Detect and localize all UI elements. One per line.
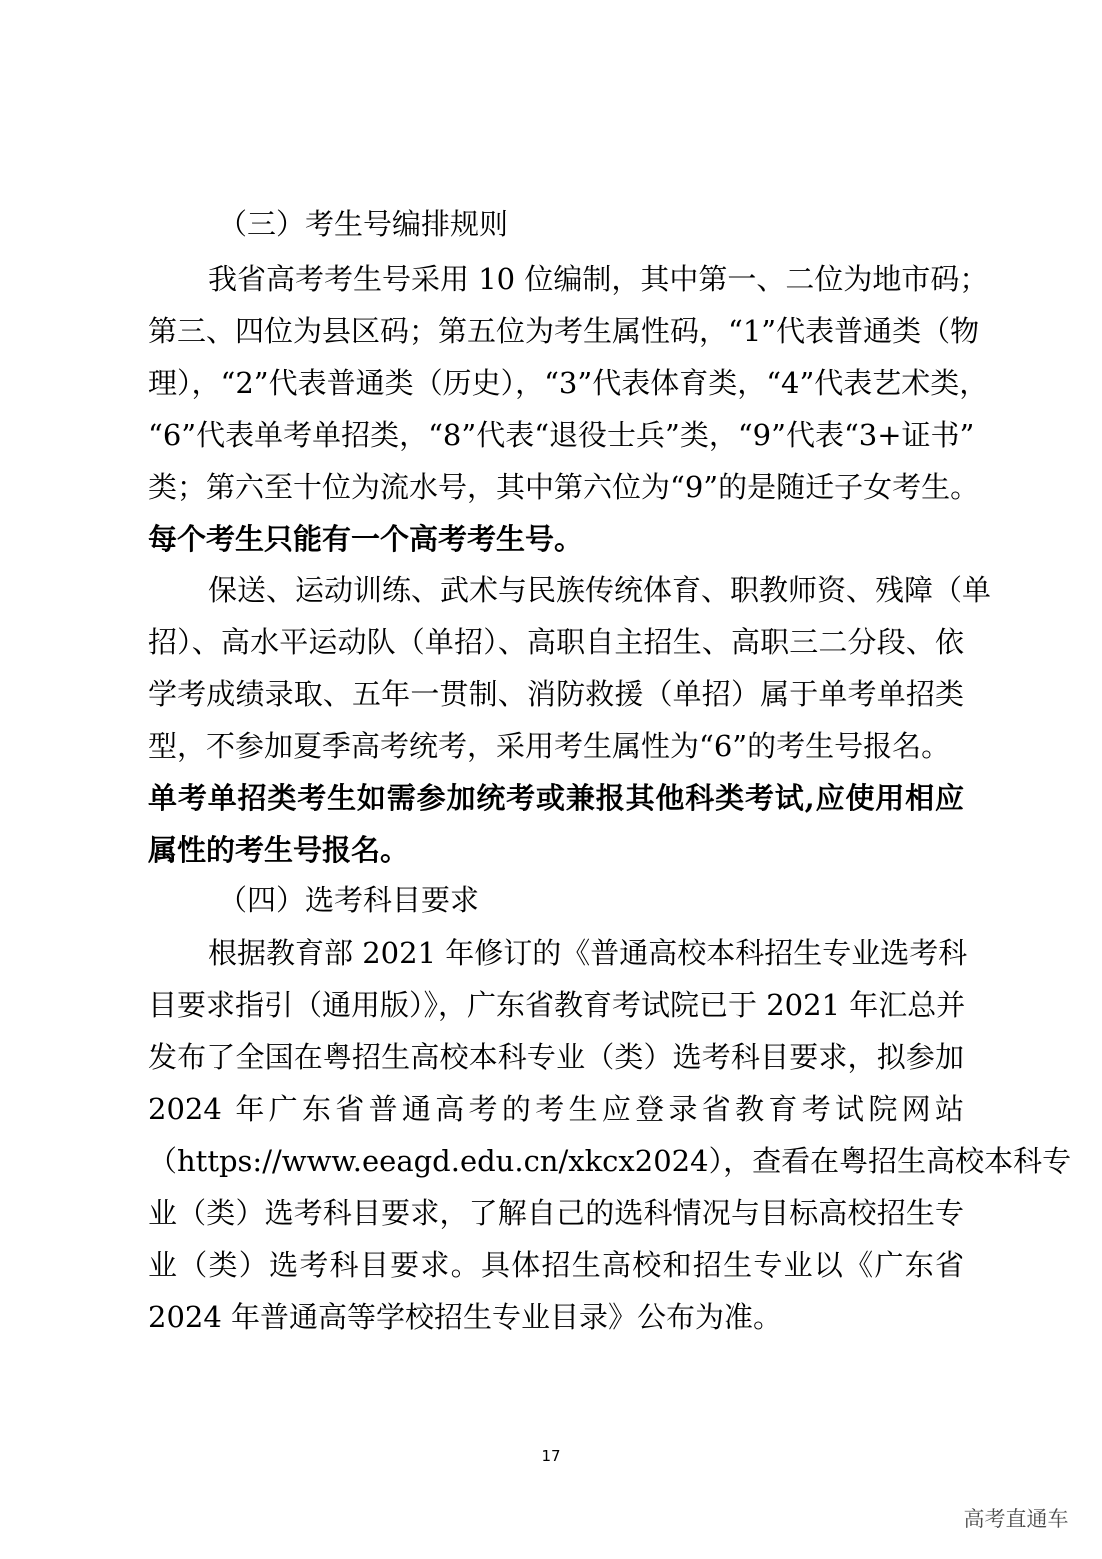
bold-statement: 每个考生只能有一个高考考生号。 [148,522,584,556]
section-heading-4: （四）选考科目要求 [218,883,480,917]
paragraph-line: 发布了全国在粤招生高校本科专业（类）选考科目要求，拟参加 [148,1040,964,1074]
bold-statement: 单考单招类考生如需参加统考或兼报其他科类考试,应使用相应 [148,781,964,815]
paragraph-line: 业（类）选考科目要求。具体招生高校和招生专业以《广东省 [148,1248,964,1282]
paragraph-line: 2024 年普通高等学校招生专业目录》公布为准。 [148,1300,783,1334]
paragraph-line: 招）、高水平运动队（单招）、高职自主招生、高职三二分段、依 [148,625,964,659]
paragraph-line: 业（类）选考科目要求，了解自己的选科情况与目标高校招生专 [148,1196,964,1230]
paragraph-line: 第三、四位为县区码；第五位为考生属性码，“1”代表普通类（物 [148,314,980,348]
paragraph-line: （https://www.eeagd.edu.cn/xkcx2024），查看在粤招生高校本科专 [148,1144,1072,1178]
watermark: 高考直通车 [963,1507,1069,1531]
paragraph-line: “6”代表单考单招类，“8”代表“退役士兵”类，“9”代表“3+证书” [148,418,975,452]
paragraph-line: 2024 年广东省普通高考的考生应登录省教育考试院网站 [148,1092,964,1126]
paragraph-line: 理），“2”代表普通类（历史），“3”代表体育类，“4”代表艺术类， [148,366,989,400]
paragraph-line: 目要求指引（通用版）》，广东省教育考试院已于 2021 年汇总并 [148,988,966,1022]
paragraph-line: 型，不参加夏季高考统考，采用考生属性为“6”的考生号报名。 [148,729,951,763]
paragraph-line: 类；第六至十位为流水号，其中第六位为“9”的是随迁子女考生。 [148,470,980,504]
bold-statement: 属性的考生号报名。 [148,833,410,867]
section-heading-3: （三）考生号编排规则 [218,207,509,241]
page-number: 17 [541,1447,561,1465]
paragraph-line: 我省高考考生号采用 10 位编制，其中第一、二位为地市码； [208,262,989,296]
paragraph-line: 根据教育部 2021 年修订的《普通高校本科招生专业选考科 [208,936,968,970]
paragraph-line: 学考成绩录取、五年一贯制、消防救援（单招）属于单考单招类 [148,677,964,711]
paragraph-line: 保送、运动训练、武术与民族传统体育、职教师资、残障（单 [208,573,992,607]
